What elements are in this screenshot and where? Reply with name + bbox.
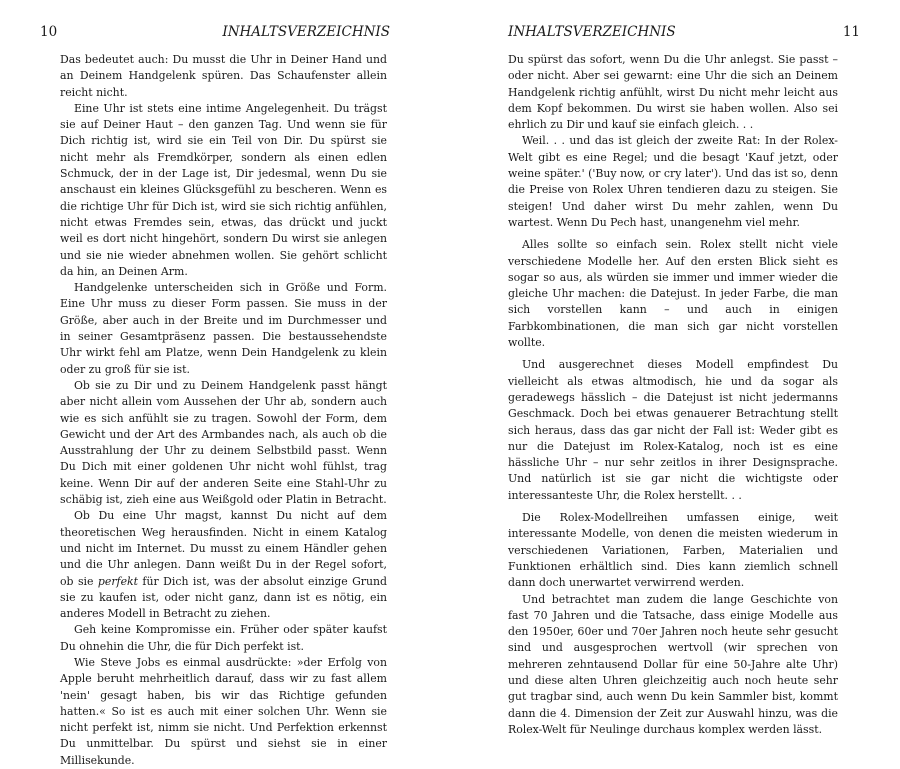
paragraph: Die Rolex-Modellreihen umfassen einige, weit interessante Modelle, von denen die meisten wiederum in verschiedenen Variationen, Farben, Materialien und Funktionen erhältlich sind. Dies kann ziemlich schnell dann doch unerwartet verwirrend werden. xyxy=(508,511,838,590)
paragraph: Alles sollte so einfach sein. Rolex stellt nicht viele verschiedene Modelle her. Auf den ersten Blick sieht es sogar so aus, als würden sie immer und immer wieder die gleiche Uhr machen: die Datejust. In jeder Farbe, die man sich vorstellen kann – und auch in einigen Farbkombinationen, die man sich gar nicht vorstellen wollte. xyxy=(508,238,838,350)
paragraph-text: Ob Du eine Uhr magst, kannst Du nicht auf dem theoretischen Weg herausfinden. Nicht in einem Katalog und nicht im Internet. Du musst zu einem Händler gehen und die Uhr anlegen. Dann weißt Du in der Regel sofort, ob sie xyxy=(60,509,387,588)
page-body xyxy=(60,52,387,769)
paragraph: Eine Uhr ist stets eine intime Angelegenheit. Du trägst sie auf Deiner Haut – den ganzen Tag. Und wenn sie für Dich richtig ist, wird sie ein Teil von Dir. Du spürst sie nicht mehr als Fremdkörper, sondern als einen edlen Schmuck, der in der Lage ist, Dir jedesmal, wenn Du sie anschaust ein kleines Glücksgefühl zu bescheren. Wenn es die richtige Uhr für Dich ist, wird sie sich richtig anfühlen, nicht etwas Fremdes sein, etwas, das drückt und juckt weil es dort nicht hingehört, sondern Du wirst sie anlegen und sie nie wieder abnehmen wollen. Sie gehört schlicht da hin, an Deinen Arm. xyxy=(60,101,387,278)
paragraph: Geh keine Kompromisse ein. Früher oder später kaufst Du ohnehin die Uhr, die für Dich perfekt ist. xyxy=(60,623,387,653)
page-body xyxy=(508,52,838,738)
page-number: 11 xyxy=(842,24,860,40)
paragraph: Handgelenke unterscheiden sich in Größe und Form. Eine Uhr muss zu dieser Form passen. Sie muss in der Größe, aber auch in der Breite und im Durchmesser und in seiner Gesamtpräsenz passen. Die bestaussehendste Uhr wirkt fehl am Platze, wenn Dein Handgelenk zu klein oder zu groß für sie ist. xyxy=(60,281,387,376)
paragraph: Das bedeutet auch: Du musst die Uhr in Deiner Hand und an Deinem Handgelenk spüren. Das Schaufenster allein reicht nicht. xyxy=(60,53,387,99)
paragraph-text: für Dich ist, was der absolut einzige Grund sie zu kaufen ist, oder nicht ganz, dann ist es nötig, ein anderes Modell in Betracht zu ziehen. xyxy=(60,574,387,621)
running-head: INHALTSVERZEICHNIS xyxy=(508,24,676,40)
paragraph: Und betrachtet man zudem die lange Geschichte von fast 70 Jahren und die Tatsache, dass einige Modelle aus den 1950er, 60er und 70er Jahren noch heute sehr gesucht sind und ausgesprochen wertvoll (wir sprechen von mehreren zehntausend Dollar für eine 50-Jahre alte Uhr) und diese alten Uhren gleichzeitig auch noch heute sehr gut tragbar sind, auch wenn Du kein Sammler bist, kommt dann die 4. Dimension der Zeit zur Auswahl hinzu, was die Rolex-Welt für Neulinge durchaus komplex werden lässt. xyxy=(508,592,838,736)
paragraph: Und ausgerechnet dieses Modell empfindest Du vielleicht als etwas altmodisch, hie und da sogar als geradewegs hässlich – die Datejust ist nicht jedermanns Geschmack. Doch bei etwas genauerer Betrachtung stellt sich heraus, dass das gar nicht der Fall ist: Weder gibt es nur die Datejust im Rolex-Katalog, noch ist es eine hässliche Uhr – nur sehr zeitlos in ihrer Designsprache. Und natürlich ist sie gar nicht die wichtigste oder interessanteste Uhr, die Rolex herstellt. . . xyxy=(508,358,838,502)
paragraph xyxy=(60,508,387,622)
paragraph: Du spürst das sofort, wenn Du die Uhr anlegst. Sie passt – oder nicht. Aber sei gewarnt: eine Uhr die sich an Deinem Handgelenk richtig anfühlt, wirst Du nicht mehr leicht aus dem Kopf bekommen. Du wirst sie haben wollen. Also sei ehrlich zu Dir und kauf sie einfach gleich. . . xyxy=(508,53,838,132)
paragraph: Ob sie zu Dir und zu Deinem Handgelenk passt hängt aber nicht allein vom Aussehen der Uhr ab, sondern auch wie es sich anfühlt sie zu tragen. Sowohl der Form, dem Gewicht und der Art des Armbandes nach, als auch ob die Ausstrahlung der Uhr zu deinem Selbstbild passt. Wenn Du Dich mit einer goldenen Uhr nicht wohl fühlst, trag keine. Wenn Dir auf der anderen Seite eine Stahl-Uhr zu schäbig ist, zieh eine aus Weißgold oder Platin in Betracht. xyxy=(60,378,387,507)
paragraph: Weil. . . und das ist gleich der zweite Rat: In der Rolex-Welt gibt es eine Regel; und die besagt 'Kauf jetzt, oder weine später.' ('Buy now, or cry later'). Und das ist so, denn die Preise von Rolex Uhren tendieren dazu zu steigen. Sie steigen! Und daher wirst Du mehr zahlen, wenn Du wartest. Wenn Du Pech hast, unangenehm viel mehr. xyxy=(508,134,838,229)
paragraph: Wie Steve Jobs es einmal ausdrückte: »der Erfolg von Apple beruht mehrheitlich darauf, dass wir zu fast allem 'nein' gesagt haben, bis wir das Richtige gefunden hatten.« So ist es auch mit einer solchen Uhr. Wenn sie nicht perfekt ist, nimm sie nicht. Und Perfektion erkennst Du unmittelbar. Du spürst und siehst sie in einer Millisekunde. xyxy=(60,655,387,767)
right-page xyxy=(450,0,900,736)
left-page xyxy=(0,0,450,767)
running-head: INHALTSVERZEICHNIS xyxy=(222,24,390,40)
emphasis-text: perfekt xyxy=(97,574,138,588)
page-number: 10 xyxy=(40,24,58,40)
